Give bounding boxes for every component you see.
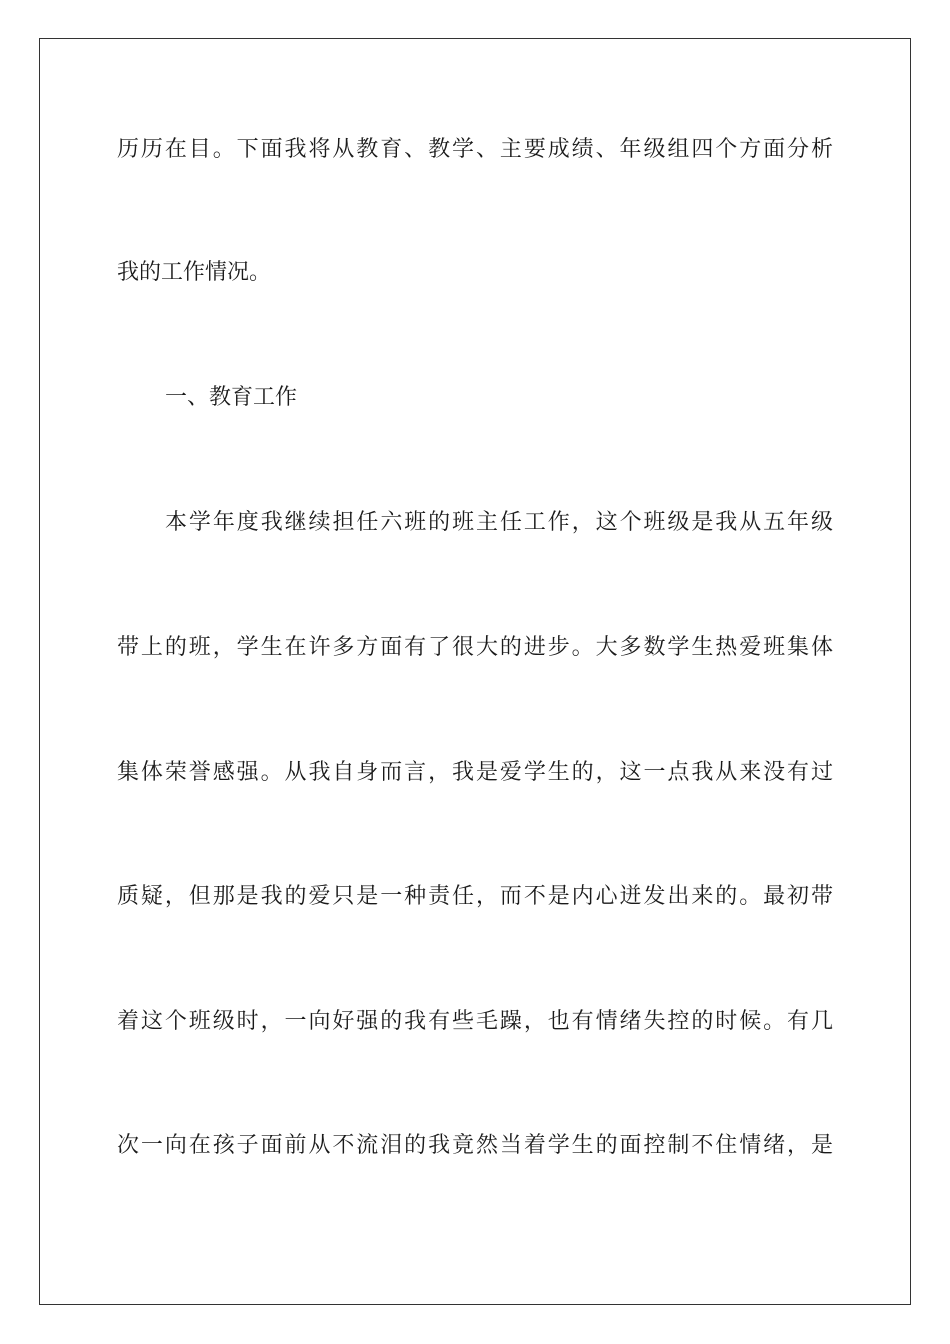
paragraph-line: 历历在目。下面我将从教育、教学、主要成绩、年级组四个方面分析 bbox=[117, 137, 833, 162]
paragraph-line: 质疑，但那是我的爱只是一种责任，而不是内心迸发出来的。最初带 bbox=[117, 884, 833, 909]
paragraph-line: 次一向在孩子面前从不流泪的我竟然当着学生的面控制不住情绪，是 bbox=[117, 1133, 833, 1158]
paragraph-line: 带上的班，学生在许多方面有了很大的进步。大多数学生热爱班集体 bbox=[117, 635, 833, 660]
paragraph-line: 我的工作情况。 bbox=[117, 260, 272, 285]
section-heading: 一、教育工作 bbox=[165, 385, 298, 410]
page-border bbox=[39, 38, 911, 1305]
paragraph-line: 集体荣誉感强。从我自身而言，我是爱学生的，这一点我从来没有过 bbox=[117, 760, 833, 785]
paragraph-line: 着这个班级时，一向好强的我有些毛躁，也有情绪失控的时候。有几 bbox=[117, 1009, 833, 1034]
paragraph-line: 本学年度我继续担任六班的班主任工作，这个班级是我从五年级 bbox=[165, 510, 833, 535]
